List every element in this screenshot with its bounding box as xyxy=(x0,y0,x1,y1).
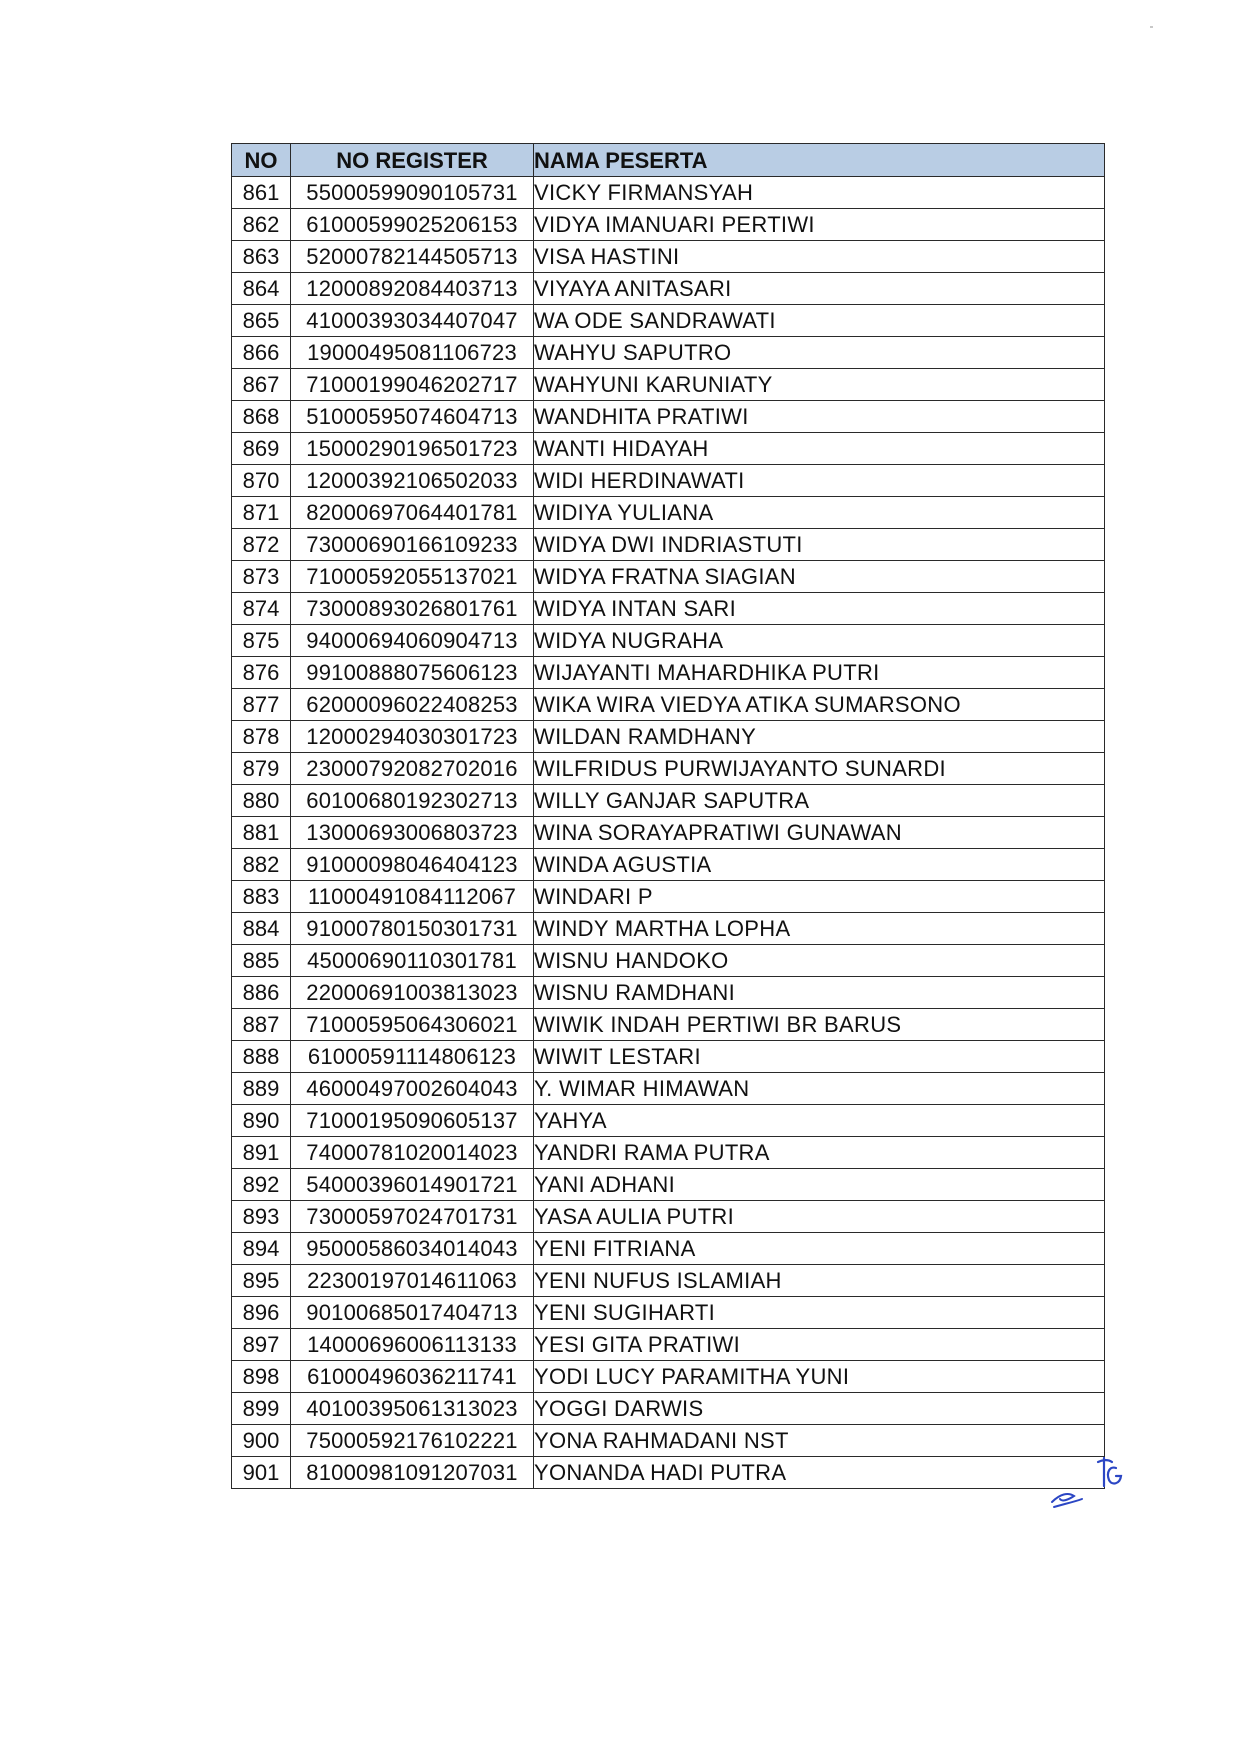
row-register: 19000495081106723 xyxy=(291,337,534,369)
table-row xyxy=(232,401,1105,433)
row-no: 884 xyxy=(232,913,291,945)
row-name: YENI NUFUS ISLAMIAH xyxy=(534,1265,1105,1297)
row-name: WIDYA FRATNA SIAGIAN xyxy=(534,561,1105,593)
row-name: YANI ADHANI xyxy=(534,1169,1105,1201)
row-register: 12000892084403713 xyxy=(291,273,534,305)
row-register: 52000782144505713 xyxy=(291,241,534,273)
row-no: 861 xyxy=(232,177,291,209)
table-row xyxy=(232,1233,1105,1265)
table-row xyxy=(232,209,1105,241)
table-row xyxy=(232,497,1105,529)
row-name: YAHYA xyxy=(534,1105,1105,1137)
row-name: WIDIYA YULIANA xyxy=(534,497,1105,529)
table-row xyxy=(232,721,1105,753)
table-row xyxy=(232,785,1105,817)
row-no: 891 xyxy=(232,1137,291,1169)
row-name: YENI SUGIHARTI xyxy=(534,1297,1105,1329)
row-register: 61000496036211741 xyxy=(291,1361,534,1393)
row-name: WINDARI P xyxy=(534,881,1105,913)
row-register: 60100680192302713 xyxy=(291,785,534,817)
row-name: YODI LUCY PARAMITHA YUNI xyxy=(534,1361,1105,1393)
row-no: 886 xyxy=(232,977,291,1009)
table-row xyxy=(232,1105,1105,1137)
row-name: WIWIK INDAH PERTIWI BR BARUS xyxy=(534,1009,1105,1041)
table-row xyxy=(232,337,1105,369)
row-register: 51000595074604713 xyxy=(291,401,534,433)
row-name: YASA AULIA PUTRI xyxy=(534,1201,1105,1233)
table-row xyxy=(232,849,1105,881)
row-register: 54000396014901721 xyxy=(291,1169,534,1201)
row-no: 896 xyxy=(232,1297,291,1329)
row-no: 898 xyxy=(232,1361,291,1393)
row-no: 878 xyxy=(232,721,291,753)
table-row xyxy=(232,273,1105,305)
row-name: WINA SORAYAPRATIWI GUNAWAN xyxy=(534,817,1105,849)
table-row xyxy=(232,945,1105,977)
table-row xyxy=(232,625,1105,657)
table-row xyxy=(232,657,1105,689)
row-name: WIDYA DWI INDRIASTUTI xyxy=(534,529,1105,561)
row-register: 94000694060904713 xyxy=(291,625,534,657)
table-row xyxy=(232,1009,1105,1041)
row-no: 888 xyxy=(232,1041,291,1073)
row-no: 877 xyxy=(232,689,291,721)
table-row xyxy=(232,977,1105,1009)
table-row xyxy=(232,305,1105,337)
row-no: 873 xyxy=(232,561,291,593)
row-register: 14000696006113133 xyxy=(291,1329,534,1361)
row-register: 95000586034014043 xyxy=(291,1233,534,1265)
row-name: WILDAN RAMDHANY xyxy=(534,721,1105,753)
participant-table xyxy=(231,143,1105,1489)
table-row xyxy=(232,913,1105,945)
scan-speck xyxy=(1150,26,1153,28)
row-name: Y. WIMAR HIMAWAN xyxy=(534,1073,1105,1105)
row-name: YONANDA HADI PUTRA xyxy=(534,1457,1105,1489)
row-register: 13000693006803723 xyxy=(291,817,534,849)
row-no: 872 xyxy=(232,529,291,561)
row-register: 81000981091207031 xyxy=(291,1457,534,1489)
table-row xyxy=(232,1457,1105,1489)
table-header-row xyxy=(232,144,1105,177)
row-name: WAHYUNI KARUNIATY xyxy=(534,369,1105,401)
row-register: 71000199046202717 xyxy=(291,369,534,401)
table-row xyxy=(232,753,1105,785)
row-name: YOGGI DARWIS xyxy=(534,1393,1105,1425)
table-row xyxy=(232,593,1105,625)
table-row xyxy=(232,1425,1105,1457)
row-no: 866 xyxy=(232,337,291,369)
header-register: NO REGISTER xyxy=(291,144,534,177)
row-no: 880 xyxy=(232,785,291,817)
row-no: 867 xyxy=(232,369,291,401)
row-name: WIJAYANTI MAHARDHIKA PUTRI xyxy=(534,657,1105,689)
row-name: WILFRIDUS PURWIJAYANTO SUNARDI xyxy=(534,753,1105,785)
row-register: 82000697064401781 xyxy=(291,497,534,529)
row-no: 871 xyxy=(232,497,291,529)
row-register: 61000599025206153 xyxy=(291,209,534,241)
row-no: 893 xyxy=(232,1201,291,1233)
row-register: 74000781020014023 xyxy=(291,1137,534,1169)
row-register: 90100685017404713 xyxy=(291,1297,534,1329)
row-name: WISNU HANDOKO xyxy=(534,945,1105,977)
row-name: VIDYA IMANUARI PERTIWI xyxy=(534,209,1105,241)
row-register: 12000294030301723 xyxy=(291,721,534,753)
table-row xyxy=(232,1297,1105,1329)
row-register: 46000497002604043 xyxy=(291,1073,534,1105)
table-row xyxy=(232,1137,1105,1169)
table-row xyxy=(232,529,1105,561)
table-row xyxy=(232,1169,1105,1201)
table-row xyxy=(232,689,1105,721)
row-name: VIYAYA ANITASARI xyxy=(534,273,1105,305)
row-register: 91000098046404123 xyxy=(291,849,534,881)
row-register: 71000592055137021 xyxy=(291,561,534,593)
row-no: 865 xyxy=(232,305,291,337)
header-name: NAMA PESERTA xyxy=(534,144,1105,177)
table-row xyxy=(232,817,1105,849)
row-no: 883 xyxy=(232,881,291,913)
row-name: WAHYU SAPUTRO xyxy=(534,337,1105,369)
table-row xyxy=(232,1041,1105,1073)
table-row xyxy=(232,1201,1105,1233)
row-name: YESI GITA PRATIWI xyxy=(534,1329,1105,1361)
row-register: 22000691003813023 xyxy=(291,977,534,1009)
table-row xyxy=(232,433,1105,465)
row-no: 885 xyxy=(232,945,291,977)
row-name: VICKY FIRMANSYAH xyxy=(534,177,1105,209)
row-no: 887 xyxy=(232,1009,291,1041)
row-register: 91000780150301731 xyxy=(291,913,534,945)
row-name: WIWIT LESTARI xyxy=(534,1041,1105,1073)
row-register: 61000591114806123 xyxy=(291,1041,534,1073)
row-no: 901 xyxy=(232,1457,291,1489)
row-register: 12000392106502033 xyxy=(291,465,534,497)
table-row xyxy=(232,1073,1105,1105)
row-register: 11000491084112067 xyxy=(291,881,534,913)
row-name: WINDA AGUSTIA xyxy=(534,849,1105,881)
row-no: 864 xyxy=(232,273,291,305)
row-no: 882 xyxy=(232,849,291,881)
row-no: 900 xyxy=(232,1425,291,1457)
table-row xyxy=(232,1329,1105,1361)
table-row xyxy=(232,241,1105,273)
row-register: 73000597024701731 xyxy=(291,1201,534,1233)
row-name: WISNU RAMDHANI xyxy=(534,977,1105,1009)
row-no: 863 xyxy=(232,241,291,273)
row-no: 899 xyxy=(232,1393,291,1425)
row-register: 75000592176102221 xyxy=(291,1425,534,1457)
row-register: 40100395061313023 xyxy=(291,1393,534,1425)
row-no: 870 xyxy=(232,465,291,497)
table-body xyxy=(232,177,1105,1489)
row-no: 894 xyxy=(232,1233,291,1265)
row-no: 897 xyxy=(232,1329,291,1361)
table-row xyxy=(232,881,1105,913)
table-row xyxy=(232,465,1105,497)
row-register: 62000096022408253 xyxy=(291,689,534,721)
table-row xyxy=(232,1265,1105,1297)
signature-initials-icon xyxy=(1046,1452,1138,1512)
row-no: 889 xyxy=(232,1073,291,1105)
row-no: 868 xyxy=(232,401,291,433)
row-name: WANTI HIDAYAH xyxy=(534,433,1105,465)
row-no: 874 xyxy=(232,593,291,625)
table-row xyxy=(232,369,1105,401)
row-register: 22300197014611063 xyxy=(291,1265,534,1297)
row-register: 23000792082702016 xyxy=(291,753,534,785)
row-register: 55000599090105731 xyxy=(291,177,534,209)
row-name: WINDY MARTHA LOPHA xyxy=(534,913,1105,945)
table-row xyxy=(232,1361,1105,1393)
row-register: 41000393034407047 xyxy=(291,305,534,337)
row-name: YANDRI RAMA PUTRA xyxy=(534,1137,1105,1169)
row-register: 73000690166109233 xyxy=(291,529,534,561)
row-register: 71000195090605137 xyxy=(291,1105,534,1137)
table-row xyxy=(232,177,1105,209)
row-name: WIDYA INTAN SARI xyxy=(534,593,1105,625)
row-no: 890 xyxy=(232,1105,291,1137)
row-name: YENI FITRIANA xyxy=(534,1233,1105,1265)
row-register: 71000595064306021 xyxy=(291,1009,534,1041)
row-no: 881 xyxy=(232,817,291,849)
row-name: WIKA WIRA VIEDYA ATIKA SUMARSONO xyxy=(534,689,1105,721)
row-no: 876 xyxy=(232,657,291,689)
row-name: WANDHITA PRATIWI xyxy=(534,401,1105,433)
table-row xyxy=(232,561,1105,593)
header-no: NO xyxy=(232,144,291,177)
row-name: VISA HASTINI xyxy=(534,241,1105,273)
row-register: 73000893026801761 xyxy=(291,593,534,625)
row-no: 862 xyxy=(232,209,291,241)
row-register: 99100888075606123 xyxy=(291,657,534,689)
row-no: 892 xyxy=(232,1169,291,1201)
row-no: 879 xyxy=(232,753,291,785)
row-no: 875 xyxy=(232,625,291,657)
row-name: YONA RAHMADANI NST xyxy=(534,1425,1105,1457)
row-register: 15000290196501723 xyxy=(291,433,534,465)
table-row xyxy=(232,1393,1105,1425)
row-name: WILLY GANJAR SAPUTRA xyxy=(534,785,1105,817)
row-name: WA ODE SANDRAWATI xyxy=(534,305,1105,337)
row-no: 895 xyxy=(232,1265,291,1297)
row-name: WIDYA NUGRAHA xyxy=(534,625,1105,657)
row-no: 869 xyxy=(232,433,291,465)
row-name: WIDI HERDINAWATI xyxy=(534,465,1105,497)
row-register: 45000690110301781 xyxy=(291,945,534,977)
